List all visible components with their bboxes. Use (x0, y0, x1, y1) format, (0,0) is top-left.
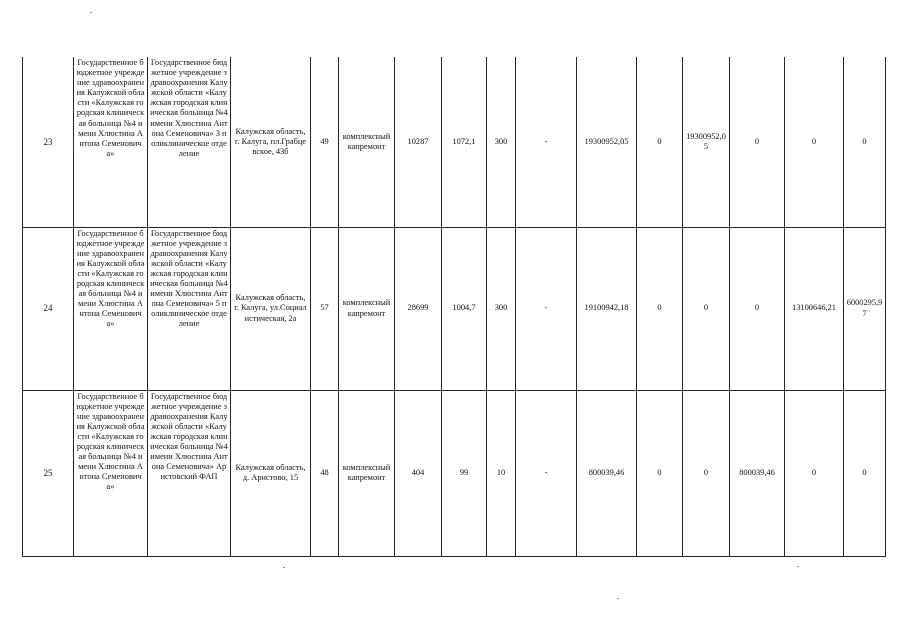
funding-c-cell: 0 (730, 57, 785, 227)
funding-d-cell: 0 (785, 57, 844, 227)
funding-c-cell: 800039,46 (730, 390, 785, 556)
capacity-cell: 300 (487, 227, 516, 390)
organization-cell (74, 227, 148, 390)
work-type-cell: комплексный капремонт (339, 227, 395, 390)
scan-speck (90, 12, 92, 13)
funding-d-cell: 0 (785, 390, 844, 556)
area-cell: 99 (442, 390, 487, 556)
funding-a-cell: 0 (637, 227, 683, 390)
wear-cell: 48 (311, 390, 339, 556)
table-row (23, 227, 886, 390)
wear-cell: 49 (311, 57, 339, 227)
funding-a-cell: 0 (637, 390, 683, 556)
organization-cell (74, 57, 148, 227)
building-cell (148, 227, 231, 390)
work-type-cell: комплексный капремонт (339, 57, 395, 227)
funding-e-cell: 0 (844, 390, 886, 556)
scan-speck (617, 598, 619, 599)
organization-text: Государственное бюджетное учреждение здравоохранения Калужской области «Калужская городская клиническая больница №4 имени Хлюстина Антона Семеновича» (76, 228, 145, 329)
work-type-cell: комплексный капремонт (339, 390, 395, 556)
building-cell (148, 390, 231, 556)
building-text: Государственное бюджетное учреждение здравоохранения Калужской области «Калужская городская клиническая больница №4 имени Хлюстина Антона Семеновича» 5 поликлиническое отделение (150, 228, 228, 329)
funding-b-cell: 0 (683, 390, 730, 556)
building-text: Государственное бюджетное учреждение здравоохранения Калужской области «Калужская городская клиническая больница №4 имени Хлюстина Антона Семеновича» 3 поликлиническое отделение (150, 58, 228, 158)
dash-cell: - (516, 227, 577, 390)
organization-text: Государственное бюджетное учреждение здравоохранения Калужской области «Калужская городская клиническая больница №4 имени Хлюстина Антона Семеновича» (76, 391, 145, 492)
dash-cell: - (516, 390, 577, 556)
table-row (23, 57, 886, 227)
wear-cell: 57 (311, 227, 339, 390)
funding-e-cell: 6000295,97 (844, 227, 886, 390)
funding-d-cell: 13100646,21 (785, 227, 844, 390)
row-number: 24 (23, 227, 74, 390)
address-cell: Калужская область, д. Аристово, 15 (231, 390, 311, 556)
table-row (23, 390, 886, 556)
organization-text: Государственное бюджетное учреждение здравоохранения Калужской области «Калужская городская клиническая больница №4 имени Хлюстина Антона Семеновича» (76, 58, 145, 158)
volume-cell: 10287 (395, 57, 442, 227)
row-number: 25 (23, 390, 74, 556)
scan-speck (283, 567, 285, 568)
capital-repair-table (22, 57, 886, 557)
funding-c-cell: 0 (730, 227, 785, 390)
dash-cell: - (516, 57, 577, 227)
address-cell: Калужская область, г. Калуга, ул.Социалистическая, 2а (231, 227, 311, 390)
volume-cell: 28699 (395, 227, 442, 390)
total-cost-cell: 800039,46 (577, 390, 637, 556)
area-cell: 1072,1 (442, 57, 487, 227)
funding-a-cell: 0 (637, 57, 683, 227)
organization-cell (74, 390, 148, 556)
total-cost-cell: 19100942,18 (577, 227, 637, 390)
area-cell: 1004,7 (442, 227, 487, 390)
row-number: 23 (23, 57, 74, 227)
total-cost-cell: 19300952,05 (577, 57, 637, 227)
funding-e-cell: 0 (844, 57, 886, 227)
address-cell: Калужская область, г. Калуга, пл.Грабцевское, 43б (231, 57, 311, 227)
capacity-cell: 10 (487, 390, 516, 556)
building-cell (148, 57, 231, 227)
funding-b-cell: 0 (683, 227, 730, 390)
capacity-cell: 300 (487, 57, 516, 227)
volume-cell: 404 (395, 390, 442, 556)
scan-speck (797, 566, 799, 567)
funding-b-cell: 19300952,05 (683, 57, 730, 227)
building-text: Государственное бюджетное учреждение здравоохранения Калужской области «Калужская городская клиническая больница №4 имени Хлюстина Антона Семеновича» Аристовский ФАП (150, 391, 228, 482)
